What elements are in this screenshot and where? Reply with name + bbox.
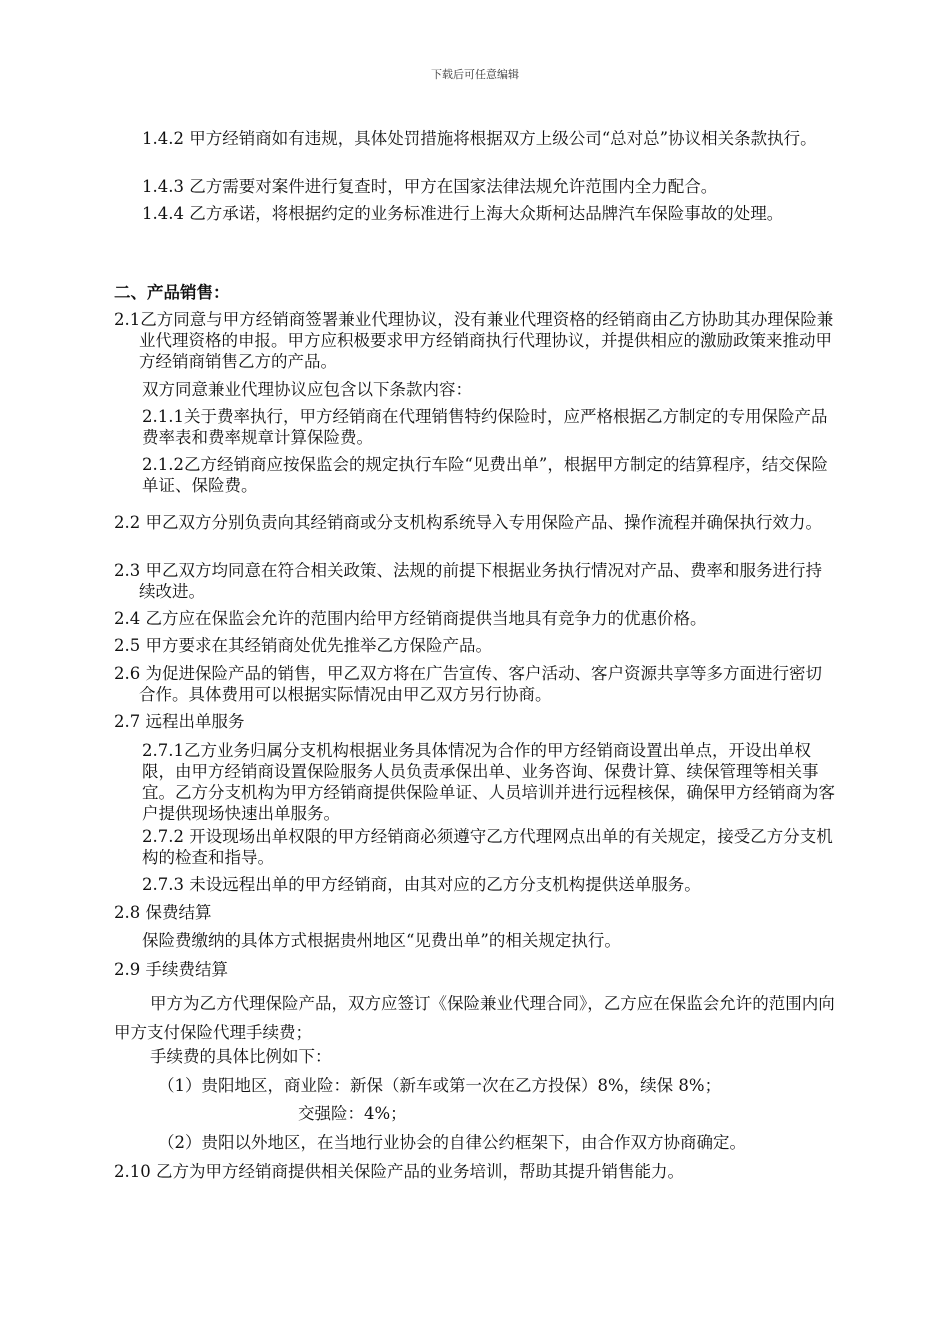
clause-2-9-item-2: （2）贵阳以外地区，在当地行业协会的自律公约框架下，由合作双方协商确定。	[158, 1133, 746, 1152]
clause-2-9: 2.9 手续费结算	[114, 960, 228, 979]
clause-2-8-body: 保险费缴纳的具体方式根据贵州地区“见费出单”的相关规定执行。	[142, 931, 621, 950]
clause-2-7-3: 2.7.3 未设远程出单的甲方经销商，由其对应的乙方分支机构提供送单服务。	[142, 875, 701, 894]
clause-2-2: 2.2 甲乙双方分别负责向其经销商或分支机构系统导入专用保险产品、操作流程并确保执行效力。	[114, 513, 822, 532]
clause-2-3: 2.3 甲乙双方均同意在符合相关政策、法规的前提下根据业务执行情况对产品、费率和服务进行持续改进。	[114, 561, 822, 601]
clause-2-7-1: 2.7.1乙方业务归属分支机构根据业务具体情况为合作的甲方经销商设置出单点，开设出单权限，由甲方经销商设置保险服务人员负责承保出单、业务咨询、保费计算、续保管理等相关事宜。乙方分支机构为甲方经销商提供保险单证、人员培训并进行远程核保，确保甲方经销商为客户提供现场快速出单服务。	[142, 741, 835, 823]
clause-2-7-2: 2.7.2 开设现场出单权限的甲方经销商必须遵守乙方代理网点出单的有关规定，接受乙方分支机构的检查和指导。	[142, 827, 833, 867]
clause-2-10: 2.10 乙方为甲方经销商提供相关保险产品的业务培训，帮助其提升销售能力。	[114, 1162, 684, 1181]
clause-1-4-4: 1.4.4 乙方承诺，将根据约定的业务标准进行上海大众斯柯达品牌汽车保险事故的处理。	[142, 204, 784, 223]
clause-2-9-item-1b: 交强险：4%；	[298, 1104, 407, 1123]
clause-2-9-item-1: （1）贵阳地区，商业险：新保（新车或第一次在乙方投保）8%，续保 8%；	[158, 1076, 722, 1095]
clause-2-5: 2.5 甲方要求在其经销商处优先推举乙方保险产品。	[114, 636, 492, 655]
clause-2-8: 2.8 保费结算	[114, 903, 212, 922]
clause-1-4-2: 1.4.2 甲方经销商如有违规，具体处罚措施将根据双方上级公司“总对总”协议相关条款执行。	[142, 129, 817, 148]
clause-2-4: 2.4 乙方应在保监会允许的范围内给甲方经销商提供当地具有竞争力的优惠价格。	[114, 609, 707, 628]
clause-2-1-2: 2.1.2乙方经销商应按保监会的规定执行车险“见费出单”，根据甲方制定的结算程序，结交保险单证、保险费。	[142, 455, 828, 495]
page-header: 下载后可任意编辑	[431, 68, 519, 81]
clause-2-9-ratio: 手续费的具体比例如下：	[150, 1047, 332, 1066]
clause-2-7: 2.7 远程出单服务	[114, 712, 245, 731]
clause-2-1: 2.1乙方同意与甲方经销商签署兼业代理协议，没有兼业代理资格的经销商由乙方协助其办理保险兼业代理资格的申报。甲方应积极要求甲方经销商执行代理协议，并提供相应的激励政策来推动甲方经销商销售乙方的产品。	[114, 310, 834, 371]
section-heading: 二、产品销售：	[114, 283, 230, 302]
clause-2-1-intro: 双方同意兼业代理协议应包含以下条款内容：	[142, 380, 472, 399]
clause-1-4-3: 1.4.3 乙方需要对案件进行复查时，甲方在国家法律法规允许范围内全力配合。	[142, 177, 718, 196]
clause-2-1-1: 2.1.1关于费率执行，甲方经销商在代理销售特约保险时，应严格根据乙方制定的专用保险产品费率表和费率规章计算保险费。	[142, 407, 828, 447]
clause-2-9-body: 甲方为乙方代理保险产品，双方应签订《保险兼业代理合同》，乙方应在保监会允许的范围内向甲方支付保险代理手续费；	[114, 994, 835, 1042]
clause-2-6: 2.6 为促进保险产品的销售，甲乙双方将在广告宣传、客户活动、客户资源共享等多方面进行密切合作。具体费用可以根据实际情况由甲乙双方另行协商。	[114, 664, 822, 704]
